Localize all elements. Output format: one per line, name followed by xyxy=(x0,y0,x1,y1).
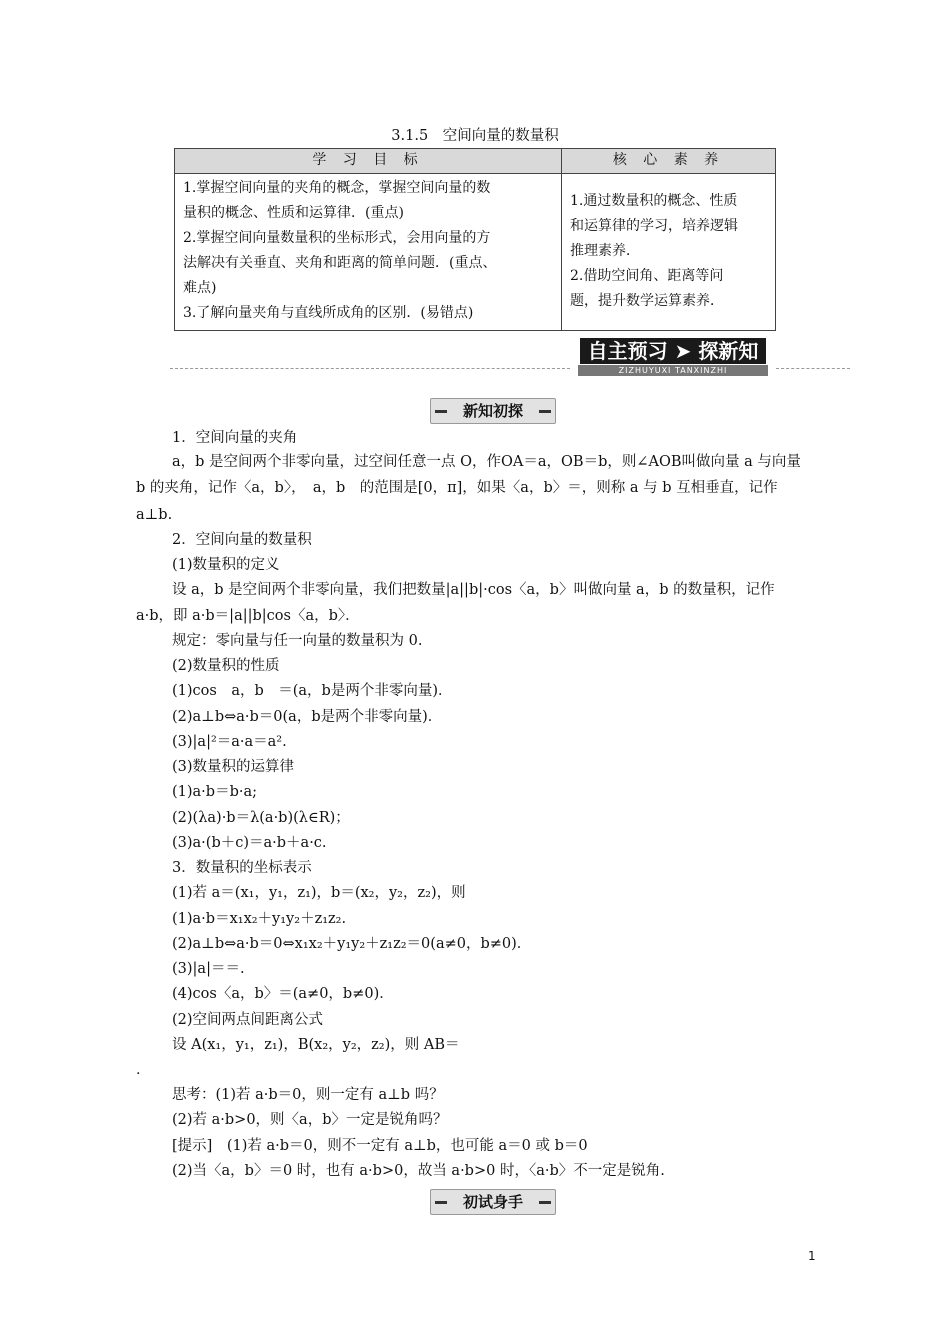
tag-bar-right xyxy=(539,1201,551,1204)
text-line: 规定：零向量与任一向量的数量积为 0. xyxy=(172,633,423,649)
banner-divider-right xyxy=(776,368,850,369)
literacy-line: 2.借助空间角、距离等问 xyxy=(570,267,724,284)
banner-subtitle: ZIZHUYUXI TANXINZHI xyxy=(578,365,768,376)
tag-bar-left xyxy=(435,410,447,413)
text-line: (1)cos a，b ＝(a，b是两个非零向量)． xyxy=(172,683,453,699)
text-line: (2)当〈a，b〉＝0 时，也有 a·b>0，故当 a·b>0 时，〈a·b〉不一定是锐角. xyxy=(172,1163,665,1179)
text-line: [提示] (1)若 a·b＝0，则不一定有 a⊥b，也可能 a＝0 或 b＝0 xyxy=(172,1138,588,1154)
text-line: 设 a，b 是空间两个非零向量，我们把数量|a||b|·cos〈a，b〉叫做向量 a，b 的数量积，记作 xyxy=(172,582,775,598)
text-line: 2．空间向量的数量积 xyxy=(172,532,312,548)
text-line: (2)a⊥b⇔a·b＝0(a，b是两个非零向量)． xyxy=(172,709,443,725)
tag-label: 初试身手 xyxy=(462,1193,523,1211)
tag-bar-right xyxy=(539,410,551,413)
document-title: 3.1.5 空间向量的数量积 xyxy=(391,128,559,144)
text-line: (3)|a|＝＝. xyxy=(172,961,245,977)
goal-line: 2.掌握空间向量数量积的坐标形式，会用向量的方 xyxy=(183,230,491,246)
text-line: (1)a·b＝x₁x₂＋y₁y₂＋z₁z₂. xyxy=(172,911,347,927)
core-literacy-cell xyxy=(562,174,776,331)
text-line: b 的夹角，记作〈a，b〉， a，b 的范围是[0，π]，如果〈a，b〉＝，则称 a 与 b 互相垂直，记作 xyxy=(136,480,778,496)
text-line: a⊥b. xyxy=(136,507,173,523)
text-line: 思考：(1)若 a·b＝0，则一定有 a⊥b 吗？ xyxy=(172,1087,444,1103)
goal-line: 难点) xyxy=(183,280,217,296)
tag-label: 新知初探 xyxy=(462,402,523,420)
literacy-line: 题，提升数学运算素养． xyxy=(570,292,724,309)
text-line: (2)a⊥b⇔a·b＝0⇔x₁x₂＋y₁y₂＋z₁z₂＝0(a≠0，b≠0)． xyxy=(172,936,532,952)
section-banner xyxy=(170,338,850,378)
goals-cell xyxy=(175,174,562,331)
text-line: 1．空间向量的夹角 xyxy=(172,430,298,446)
goal-line: 法解决有关垂直、夹角和距离的简单问题．(重点、 xyxy=(183,255,497,271)
text-line: (2)数量积的性质 xyxy=(172,658,280,674)
page-number: 1 xyxy=(808,1249,816,1263)
text-line: (3)数量积的运算律 xyxy=(172,759,295,775)
text-line: (4)cos〈a，b〉＝(a≠0，b≠0)． xyxy=(172,986,394,1002)
text-line: 3．数量积的坐标表示 xyxy=(172,860,312,876)
goal-line: 1.掌握空间向量的夹角的概念，掌握空间向量的数 xyxy=(183,180,491,196)
literacy-line: 和运算律的学习，培养逻辑 xyxy=(570,217,738,234)
text-line: (3)a·(b＋c)＝a·b＋a·c. xyxy=(172,835,327,851)
goal-line: 量积的概念、性质和运算律．(重点) xyxy=(183,205,404,221)
text-line: 设 A(x₁，y₁，z₁)，B(x₂，y₂，z₂)，则 AB＝ xyxy=(172,1037,460,1053)
goals-table xyxy=(174,148,776,331)
text-line: (2)(λa)·b＝λ(a·b)(λ∈R)； xyxy=(172,810,350,826)
try-it-tag xyxy=(430,1189,556,1215)
literacy-line: 推理素养． xyxy=(570,242,640,259)
text-line: (2)若 a·b>0，则〈a，b〉一定是锐角吗？ xyxy=(172,1112,448,1128)
text-line: (1)若 a＝(x₁，y₁，z₁)，b＝(x₂，y₂，z₂)，则 xyxy=(172,885,466,901)
core-literacy-header: 核 心 素 养 xyxy=(562,149,776,174)
banner-divider-left xyxy=(170,368,570,369)
text-line: a，b 是空间两个非零向量，过空间任意一点 O，作OA＝a，OB＝b，则∠AOB叫做向量 a 与向量 xyxy=(172,454,801,470)
literacy-line: 1.通过数量积的概念、性质 xyxy=(570,192,738,209)
text-line: (1)数量积的定义 xyxy=(172,557,280,573)
text-line: (2)空间两点间距离公式 xyxy=(172,1012,324,1028)
new-knowledge-tag xyxy=(430,398,556,424)
tag-bar-left xyxy=(435,1201,447,1204)
text-line: a·b，即 a·b＝|a||b|cos〈a，b〉． xyxy=(136,608,360,624)
text-line: (3)|a|²＝a·a＝a². xyxy=(172,734,287,750)
text-line: (1)a·b＝b·a; xyxy=(172,784,257,800)
goals-header: 学 习 目 标 xyxy=(175,149,562,174)
banner-title: 自主预习 ➤ 探新知 xyxy=(580,338,766,364)
goal-line: 3.了解向量夹角与直线所成角的区别．(易错点) xyxy=(183,305,474,321)
stray-dot: . xyxy=(136,1062,141,1078)
